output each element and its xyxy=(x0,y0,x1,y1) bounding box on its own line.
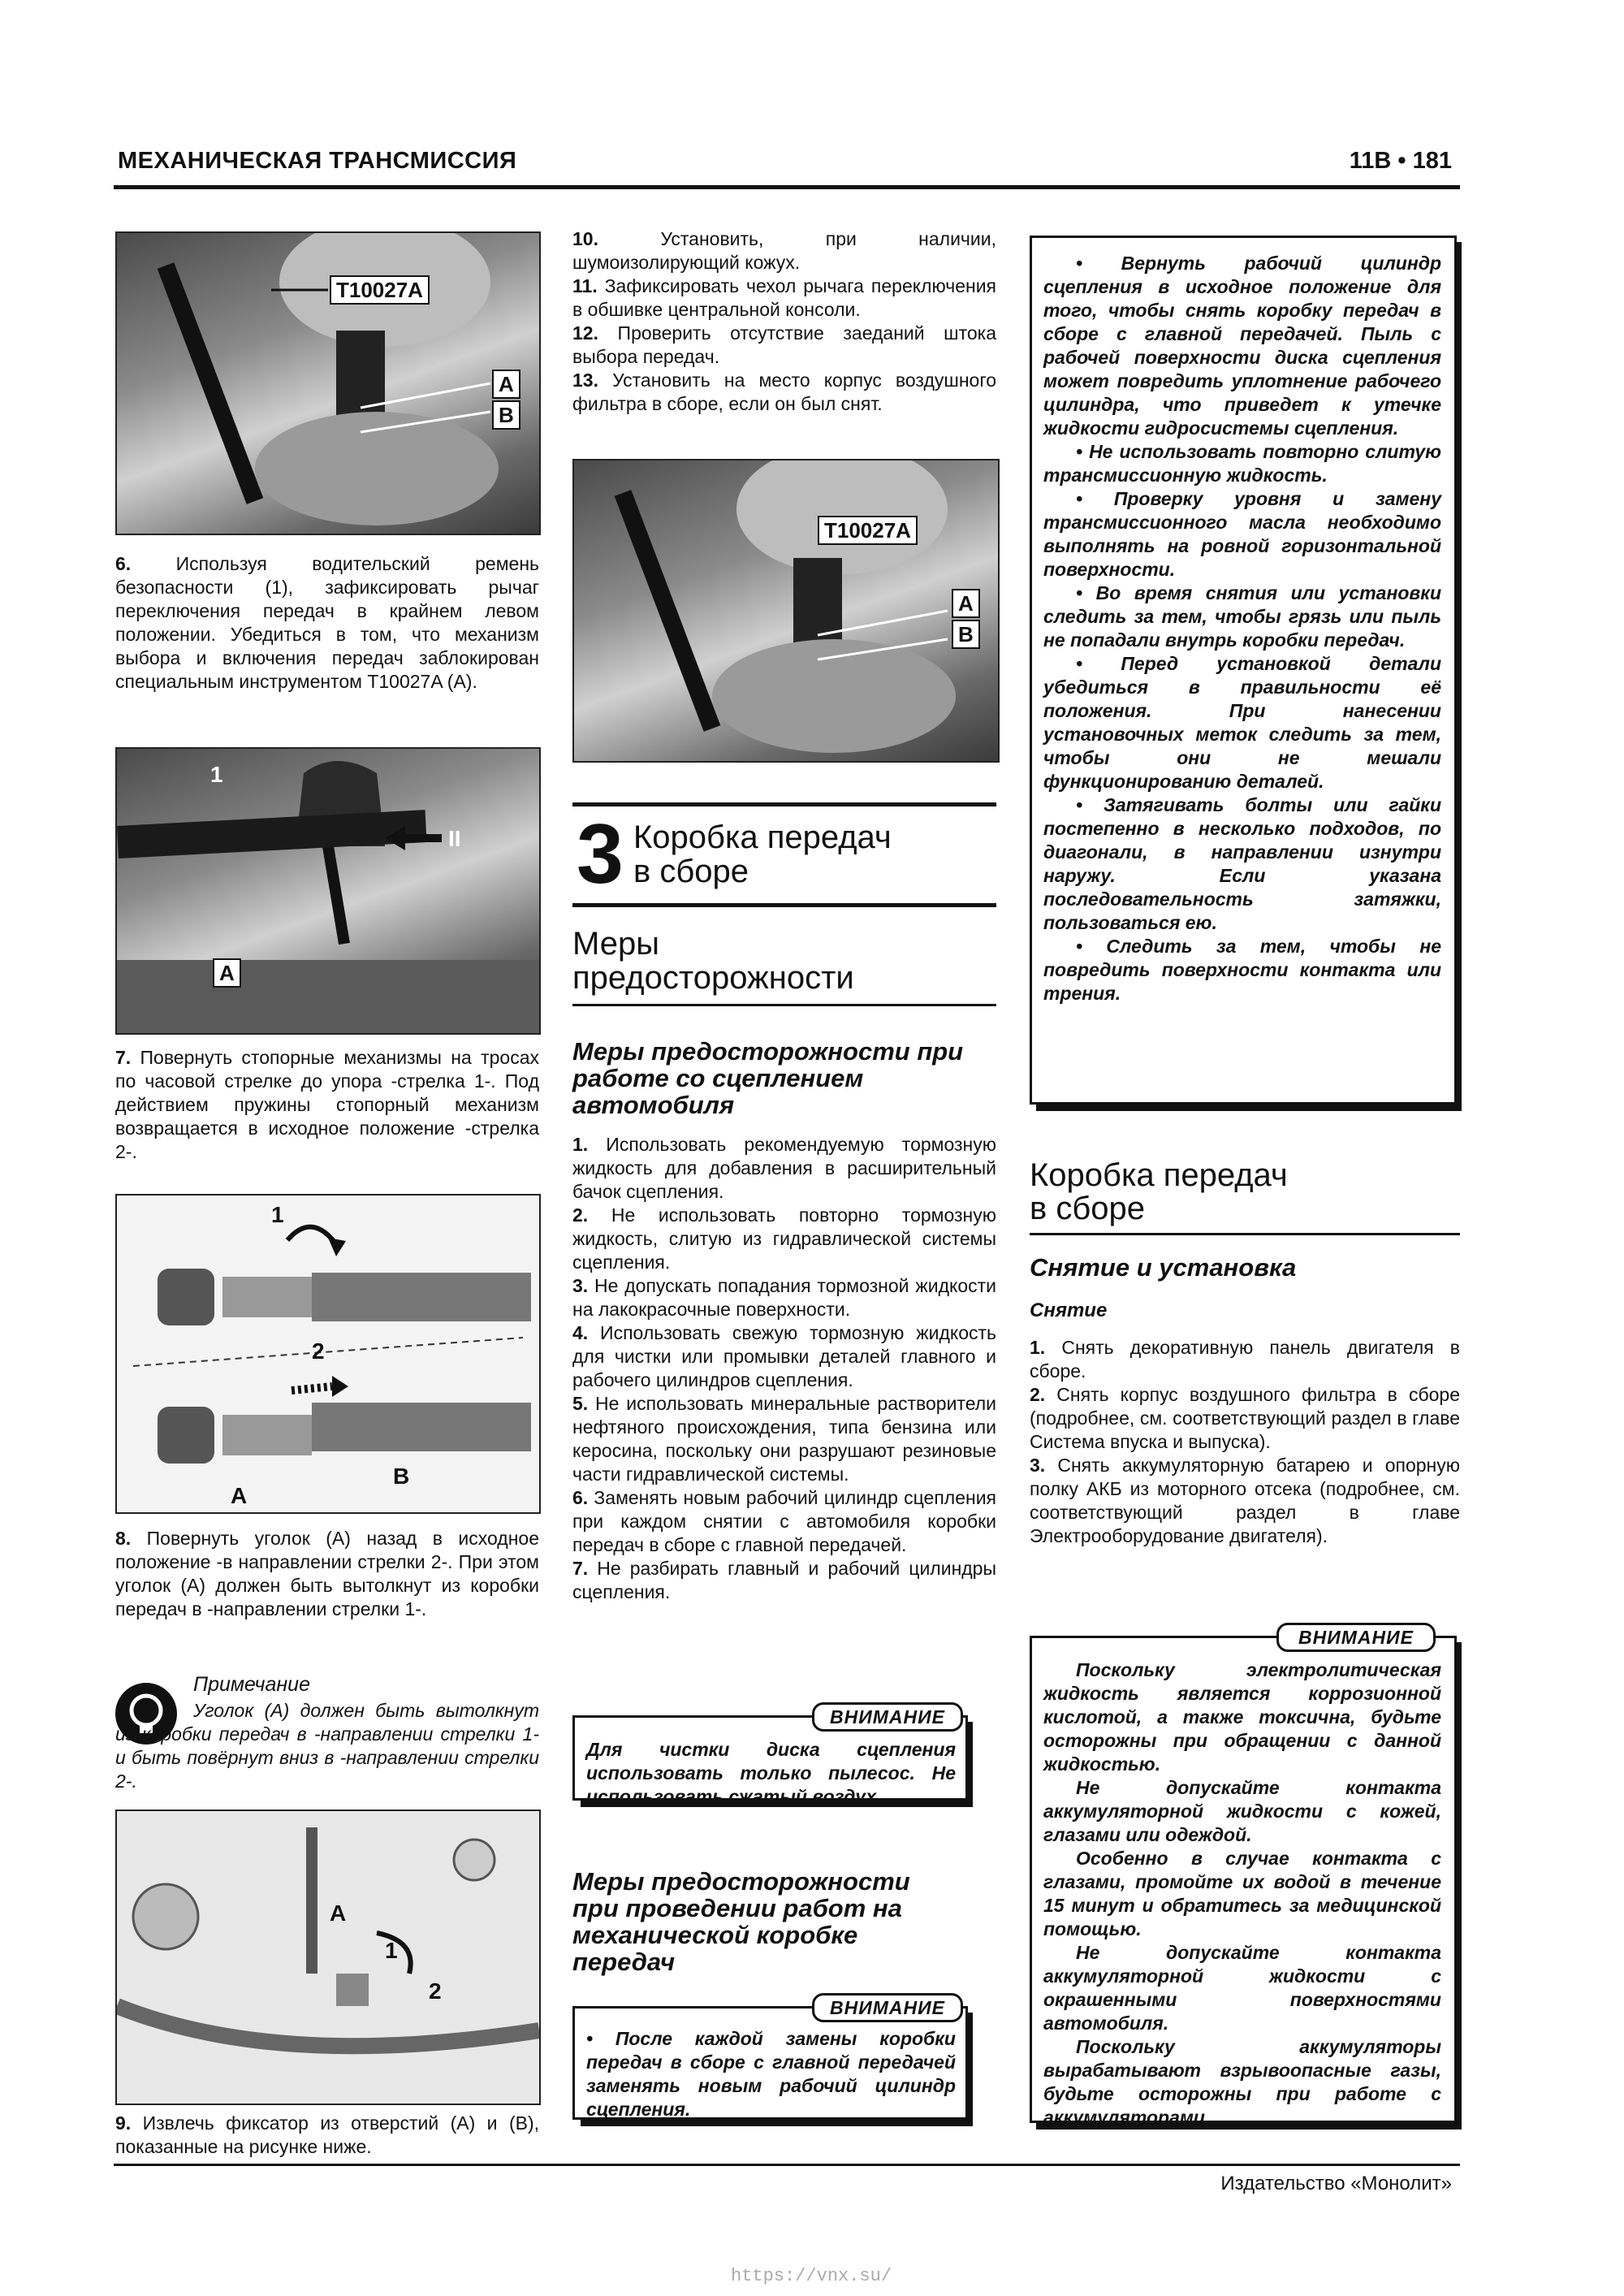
precaution-6: 6. Заменять новым рабочий цилиндр сцепления при каждом снятии с автомобиля коробки передач в сборе с главной передачей. xyxy=(572,1487,996,1555)
step-10: 10. Установить, при наличии, шумоизолирующий кожух. xyxy=(572,228,996,273)
removal-step-3: 3. Снять аккумуляторную батарею и опорную полку АКБ из моторного отсека (подробнее, см. соответствующий раздел в главе Электрооборудование двигателя). xyxy=(1030,1455,1460,1546)
steps-10-13 xyxy=(572,227,996,416)
figure-bracket-label-1: 1 xyxy=(385,1938,398,1963)
figure-bracket-label-a: A xyxy=(330,1900,347,1926)
figure-transmission-bracket xyxy=(115,1810,541,2105)
chapter-title-line2: в сборе xyxy=(633,854,749,889)
precaution-3: 3. Не допускать попадания тормозной жидкости на лакокрасочные поверхности. xyxy=(572,1275,996,1320)
section-title-precautions-1: Меры xyxy=(572,926,660,962)
warning-3-para-5: Поскольку аккумуляторы вырабатывают взрывоопасные газы, будьте осторожны при работе с аккумуляторами. xyxy=(1043,2036,1441,2128)
box-item-4: • Во время снятия или установки следить за тем, чтобы грязь или пыль не попадали внутрь коробки передач. xyxy=(1043,582,1441,651)
figure-seatbelt-shifter xyxy=(115,747,541,1035)
removal-step-2: 2. Снять корпус воздушного фильтра в сборе (подробнее, см. соответствующий раздел в главе Система впуска и выпуска). xyxy=(1030,1384,1461,1452)
figure-bracket-label-2: 2 xyxy=(429,1978,442,2004)
chapter-rule-bottom xyxy=(572,903,996,907)
figure-cable-locks-drawing xyxy=(117,1196,539,1512)
figure-transmission-bracket-drawing xyxy=(117,1811,539,2104)
warning-2-tag: ВНИМАНИЕ xyxy=(812,1993,963,2022)
clutch-precautions xyxy=(572,1133,996,1604)
step-13: 13. Установить на место корпус воздушного фильтра в сборе, если он был снят. xyxy=(572,370,996,414)
step-8-num: 8. xyxy=(115,1528,132,1549)
box-item-2: • Не использовать повторно слитую трансмиссионную жидкость. xyxy=(1043,441,1441,486)
precautions-box-shadow-bottom xyxy=(1036,1105,1462,1111)
figure-seatbelt-label-1: 1 xyxy=(210,762,223,787)
step-9-num: 9. xyxy=(115,2112,132,2134)
section-title-gearbox-1: Коробка передач xyxy=(1030,1157,1288,1193)
box-item-3: • Проверку уровня и замену трансмиссионного масла необходимо выполнять на ровной горизонтальной поверхности. xyxy=(1043,488,1441,580)
footer-url[interactable]: https://vnx.su/ xyxy=(731,2266,892,2286)
figure-cable-label-1: 1 xyxy=(271,1202,284,1227)
warning-2-text: • После каждой замены коробки передач в сборе с главной передачей заменять новым рабочий цилиндр сцепления. xyxy=(586,2028,956,2120)
subsection-title-clutch: Меры предосторожности при работе со сцеплением автомобиля xyxy=(572,1037,964,1119)
precaution-7: 7. Не разбирать главный и рабочий цилиндры сцепления. xyxy=(572,1558,997,1602)
step-11: 11. Зафиксировать чехол рычага переключения в обшивке центральной консоли. xyxy=(572,275,996,320)
chapter-title-line1: Коробка передач xyxy=(633,819,892,855)
figure-shifter-tool-drawing xyxy=(117,233,539,534)
chapter-number: 3 xyxy=(577,807,624,902)
figure-cable-label-a: A xyxy=(231,1483,248,1508)
step-7-text: Повернуть стопорные механизмы на тросах по часовой стрелке до упора -стрелка 1-. Под действием пружины стопорный механизм возвращается в исходное положение -стрелка 2-. xyxy=(115,1047,540,1162)
section-title-precautions-2: предосторожности xyxy=(572,960,854,996)
figure-seatbelt-label-2: II xyxy=(448,826,461,851)
subsection-title-gearbox: Меры предосторожности при проведении работ на механической коробке передач xyxy=(572,1867,910,1976)
removal-steps xyxy=(1030,1336,1460,1548)
step-9-text: Извлечь фиксатор из отверстий (A) и (B), показанные на рисунке ниже. xyxy=(115,2112,539,2157)
footer-publisher: Издательство «Монолит» xyxy=(1220,2173,1452,2194)
section-title-gearbox-2: в сборе xyxy=(1030,1191,1146,1226)
figure-cable-locks xyxy=(115,1194,541,1514)
figure-shifter-tool-2 xyxy=(572,459,1000,763)
box-item-5: • Перед установкой детали убедиться в правильности её положения. При нанесении установочных меток следить за тем, чтобы они не мешали функционированию деталей. xyxy=(1043,653,1441,792)
section-rule-right xyxy=(1030,1233,1460,1235)
section-rule xyxy=(572,1004,996,1006)
figure-shifter-tool-2-label-a: A xyxy=(952,589,980,618)
precaution-5: 5. Не использовать минеральные растворители нефтяного происхождения, типа бензина или керосина, поскольку они разрушают резиновые части гидравлической системы. xyxy=(572,1393,997,1485)
note-text: Уголок (A) должен быть вытолкнут из коробки передач в -направлении стрелки 1- и быть повёрнут вниз в -направлении стрелки 2-. xyxy=(115,1700,539,1792)
step-8 xyxy=(115,1527,539,1621)
precautions-box-text xyxy=(1043,252,1441,1005)
step-6-text: Используя водительский ремень безопасности (1), зафиксировать рычаг переключения передач в крайнем левом положении. Убедиться в том, что механизм выбора и включения передач заблокирован специальным инструментом T10027A (A). xyxy=(115,553,539,692)
footer-rule xyxy=(114,2164,1460,2166)
warning-1-tag: ВНИМАНИЕ xyxy=(812,1702,963,1732)
figure-shifter-tool-2-drawing xyxy=(574,460,998,761)
step-12: 12. Проверить отсутствие заеданий штока выбора передач. xyxy=(572,322,996,367)
note-heading: Примечание xyxy=(193,1673,310,1696)
warning-3-text xyxy=(1043,1658,1441,2130)
step-7-num: 7. xyxy=(115,1047,132,1068)
warning-3-para-2: Не допускайте контакта аккумуляторной жидкости с кожей, глазами или одеждой. xyxy=(1043,1777,1441,1845)
step-9 xyxy=(115,2112,539,2159)
step-6 xyxy=(115,552,539,694)
box-item-1: • Вернуть рабочий цилиндр сцепления в исходное положение для того, чтобы снять коробку передач в сборе с главной передачей. Пыль с рабочей поверхности диска сцепления может повредить уплотнение рабочего цилиндра, что приведет к утечке жидкости гидросистемы сцепления. xyxy=(1043,253,1441,439)
warning-3-para-1: Поскольку электролитическая жидкость является коррозионной кислотой, а также токсична, будьте осторожны при обращении с данной жидкостью. xyxy=(1043,1659,1441,1775)
figure-shifter-tool-label-b: B xyxy=(492,400,520,430)
step-6-num: 6. xyxy=(115,553,132,574)
chapter-rule-top xyxy=(572,802,996,806)
figure-shifter-tool-label-tool: T10027A xyxy=(330,275,430,305)
precaution-2: 2. Не использовать повторно тормозную жидкость, слитую из гидравлической системы сцепления. xyxy=(572,1204,996,1273)
box-item-7: • Следить за тем, чтобы не повредить поверхности контакта или трения. xyxy=(1043,936,1441,1004)
figure-shifter-tool-2-label-tool: T10027A xyxy=(818,516,918,545)
precaution-4: 4. Использовать свежую тормозную жидкость для чистки или промывки деталей главного и рабочего цилиндров сцепления. xyxy=(572,1322,997,1390)
page-number: 11В • 181 xyxy=(1349,148,1452,174)
figure-shifter-tool-label-a: A xyxy=(492,370,520,399)
figure-seatbelt-label-a: A xyxy=(213,958,241,988)
box-item-6: • Затягивать болты или гайки постепенно в несколько подходов, по диагонали, в направлении изнутри наружу. Если указана последовательность затяжки, пользоваться ею. xyxy=(1043,794,1441,933)
figure-cable-label-b: B xyxy=(393,1464,410,1489)
minor-title-removal: Снятие xyxy=(1030,1299,1108,1321)
removal-step-1: 1. Снять декоративную панель двигателя в сборе. xyxy=(1030,1337,1461,1381)
figure-seatbelt-shifter-drawing xyxy=(117,749,539,1033)
warning-1-text: Для чистки диска сцепления использовать только пылесос. Не использовать сжатый воздух. xyxy=(586,1739,956,1807)
step-7 xyxy=(115,1046,539,1164)
figure-shifter-tool-2-label-b: B xyxy=(952,620,980,649)
warning-3-para-4: Не допускайте контакта аккумуляторной жидкости с окрашенными поверхностями автомобиля. xyxy=(1043,1942,1441,2034)
warning-3-para-3: Особенно в случае контакта с глазами, промойте их водой в течение 15 минут и обратитесь за медицинской помощью. xyxy=(1043,1848,1441,1939)
running-header-title: МЕХАНИЧЕСКАЯ ТРАНСМИССИЯ xyxy=(118,148,517,174)
subsection-title-removal: Снятие и установка xyxy=(1030,1253,1297,1282)
warning-3-tag: ВНИМАНИЕ xyxy=(1276,1623,1436,1652)
figure-cable-label-2: 2 xyxy=(312,1338,325,1364)
figure-shifter-tool xyxy=(115,231,541,535)
header-rule xyxy=(114,185,1460,189)
step-8-text: Повернуть уголок (A) назад в исходное положение -в направлении стрелки 2-. При этом уголок (A) должен быть вытолкнут из коробки передач в -направлении стрелки 1-. xyxy=(115,1528,539,1619)
precaution-1: 1. Использовать рекомендуемую тормозную жидкость для добавления в расширительный бачок сцепления. xyxy=(572,1134,996,1202)
